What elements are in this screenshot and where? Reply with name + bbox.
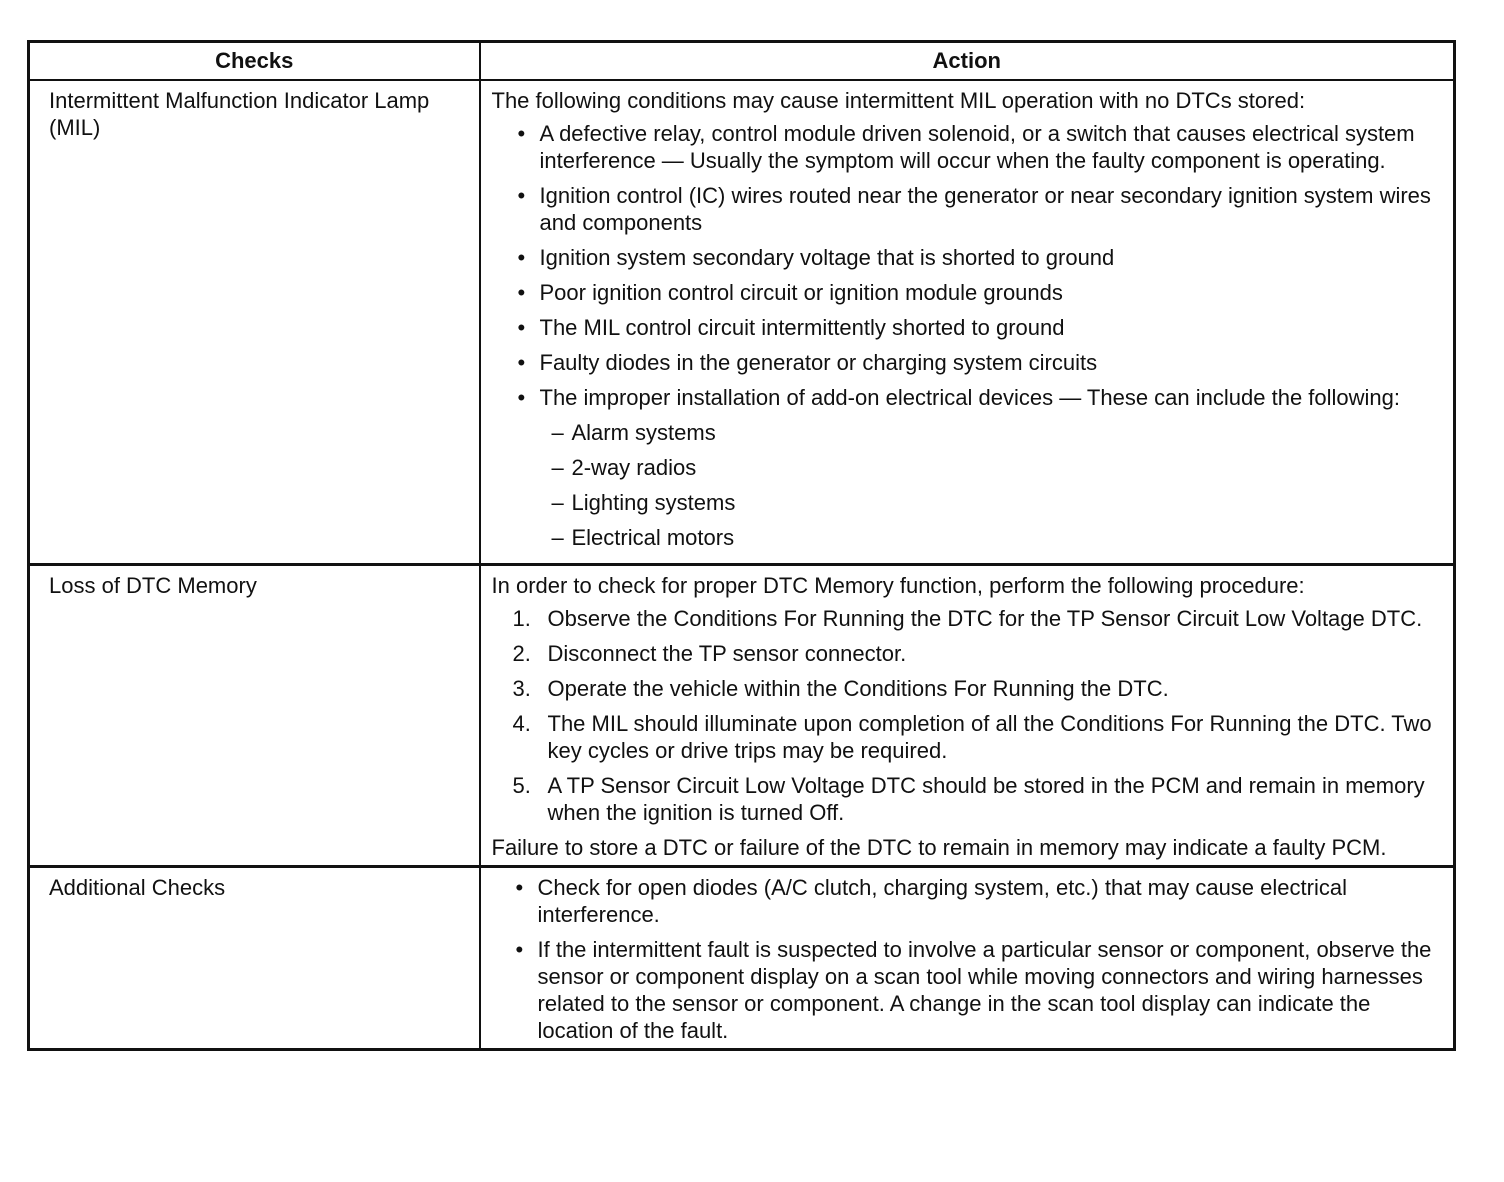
table-header-row <box>29 42 1455 81</box>
list-item-with-subitems <box>540 384 1444 551</box>
action-column-header: Action <box>480 42 1455 81</box>
list-item: • If the intermittent fault is suspected to involve a particular sensor or component, observe the sensor or component display on a scan tool while moving connectors and wiring harnesses related to the sensor or component. A change in the scan tool display can indicate the location of the fault. <box>538 936 1444 1044</box>
additional-check-list <box>492 874 1444 1044</box>
procedure-step <box>512 710 1444 764</box>
step-number: 5. <box>512 773 531 798</box>
procedure-step <box>512 772 1444 826</box>
step-text: Operate the vehicle within the Conditions For Running the DTC. <box>547 676 1169 701</box>
sub-list-item: – Alarm systems <box>572 419 1444 446</box>
checks-column-header: Checks <box>29 42 480 81</box>
step-number: 3. <box>512 676 531 701</box>
sub-list-item: – Lighting systems <box>572 489 1444 516</box>
action-cell <box>480 565 1455 867</box>
list-item: • Ignition system secondary voltage that is shorted to ground <box>540 244 1444 271</box>
procedure-step <box>512 640 1444 667</box>
condition-list <box>492 120 1444 551</box>
check-label: Loss of DTC Memory <box>29 565 480 867</box>
step-text: Disconnect the TP sensor connector. <box>547 641 907 666</box>
step-text: The MIL should illuminate upon completion of all the Conditions For Running the DTC. Two key cycles or drive trips may be required. <box>547 711 1432 763</box>
action-outro: Failure to store a DTC or failure of the DTC to remain in memory may indicate a faulty PCM. <box>491 835 1387 860</box>
check-label: Additional Checks <box>29 867 480 1050</box>
action-cell <box>480 867 1455 1050</box>
check-label: Intermittent Malfunction Indicator Lamp (MIL) <box>29 80 480 565</box>
action-intro: The following conditions may cause intermittent MIL operation with no DTCs stored: <box>491 88 1306 113</box>
step-number: 4. <box>512 711 531 736</box>
step-text: A TP Sensor Circuit Low Voltage DTC should be stored in the PCM and remain in memory when the ignition is turned Off. <box>547 773 1425 825</box>
sub-list-item: – Electrical motors <box>572 524 1444 551</box>
procedure-step <box>512 605 1444 632</box>
list-item: • The MIL control circuit intermittently shorted to ground <box>540 314 1444 341</box>
action-intro: In order to check for proper DTC Memory function, perform the following procedure: <box>491 573 1305 598</box>
list-item: • Check for open diodes (A/C clutch, charging system, etc.) that may cause electrical interference. <box>538 874 1444 928</box>
list-item: • A defective relay, control module driven solenoid, or a switch that causes electrical system interference — Usually the symptom will occur when the faulty component is operating. <box>540 120 1444 174</box>
step-number: 1. <box>512 606 531 631</box>
list-item: • Poor ignition control circuit or ignition module grounds <box>540 279 1444 306</box>
list-item: • Faulty diodes in the generator or charging system circuits <box>540 349 1444 376</box>
table-row-loss-of-dtc-memory <box>29 565 1455 867</box>
step-text: Observe the Conditions For Running the DTC for the TP Sensor Circuit Low Voltage DTC. <box>547 606 1423 631</box>
diagnostic-checks-table <box>27 40 1456 1051</box>
table-row-additional-checks <box>29 867 1455 1050</box>
step-number: 2. <box>512 641 531 666</box>
action-cell <box>480 80 1455 565</box>
sub-list-item: – 2-way radios <box>572 454 1444 481</box>
procedure-step <box>512 675 1444 702</box>
list-item-text: The improper installation of add-on electrical devices — These can include the following: <box>539 385 1401 410</box>
procedure-steps <box>492 605 1444 826</box>
table-row-intermittent-mil <box>29 80 1455 565</box>
list-item: • Ignition control (IC) wires routed near the generator or near secondary ignition system wires and components <box>540 182 1444 236</box>
add-on-device-list <box>540 419 1444 551</box>
